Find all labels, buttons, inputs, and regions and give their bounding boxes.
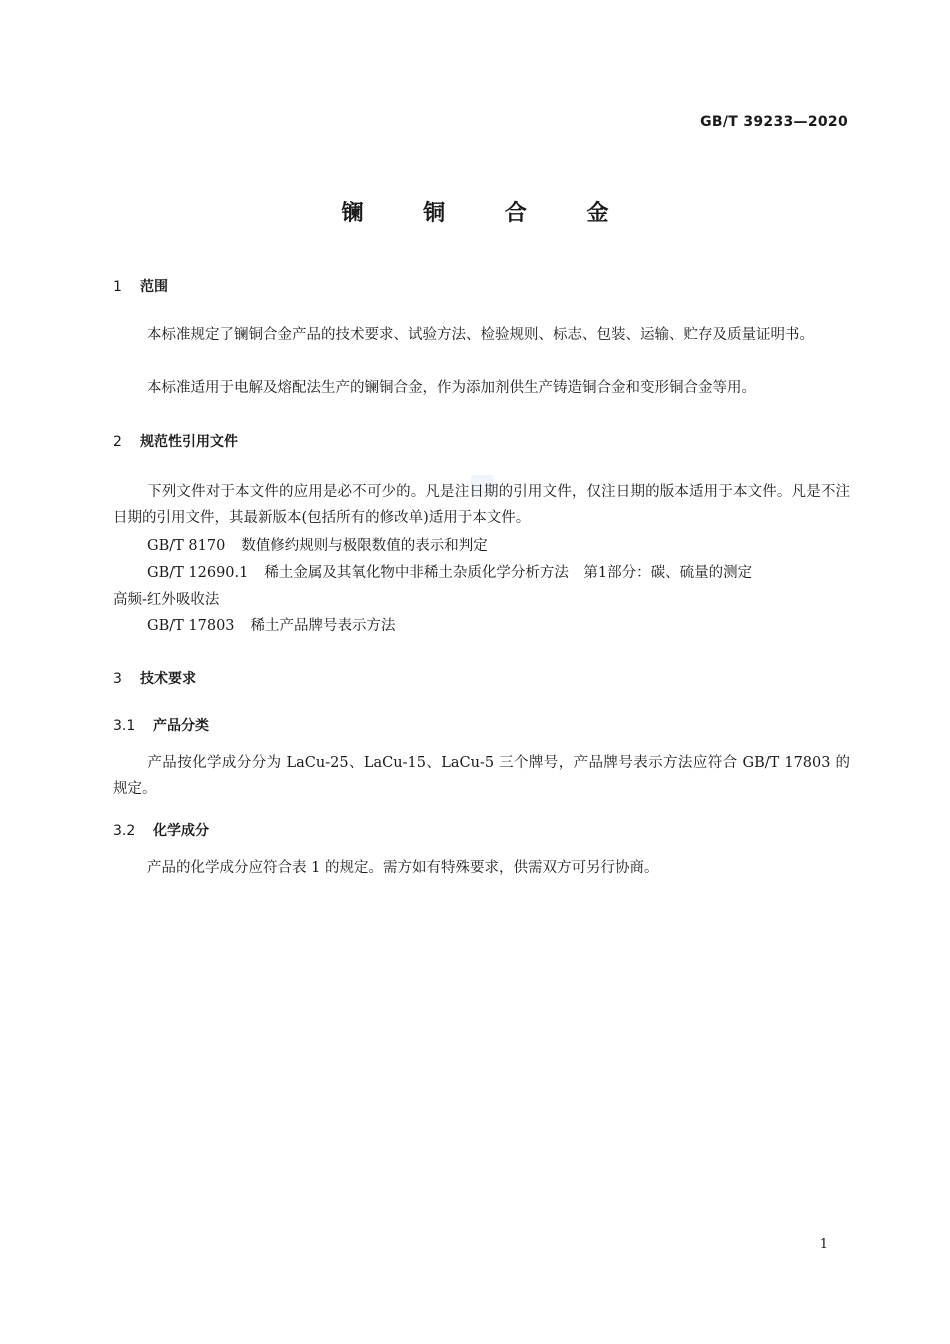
reference-code: GB/T 17803 <box>147 618 235 634</box>
section-title: 技术要求 <box>140 671 196 687</box>
section-1-paragraph-2 <box>113 375 850 401</box>
paragraph-text: 本标准适用于电解及熔配法生产的镧铜合金，作为添加剂供生产铸造铜合金和变形铜合金等用。 <box>147 380 756 396</box>
reference-title-continuation: 高频-红外吸收法 <box>113 592 220 608</box>
section-title: 产品分类 <box>153 718 209 734</box>
reference-title: 数值修约规则与极限数值的表示和判定 <box>241 538 488 554</box>
standard-code: GB/T 39233—2020 <box>700 114 848 130</box>
section-number: 3 <box>113 671 122 687</box>
reference-item <box>147 614 396 635</box>
reference-code: GB/T 12690.1 <box>147 565 249 581</box>
section-number: 2 <box>113 434 122 450</box>
paragraph-text: 下列文件对于本文件的应用是必不可少的。凡是注日期的引用文件，仅注日期的版本适用于本文件。凡是不注日期的引用文件，其最新版本(包括所有的修改单)适用于本文件。 <box>113 484 850 526</box>
section-number: 1 <box>113 279 122 295</box>
section-2-intro <box>113 479 850 531</box>
reference-code: GB/T 8170 <box>147 538 226 554</box>
section-title: 范围 <box>140 279 168 295</box>
document-title: 镧 铜 合 金 <box>341 201 635 226</box>
section-title: 规范性引用文件 <box>140 434 238 450</box>
section-3-1-heading <box>113 715 209 735</box>
paragraph-text: 产品的化学成分应符合表 1 的规定。需方如有特殊要求，供需双方可另行协商。 <box>147 860 659 876</box>
reference-item <box>147 534 488 555</box>
section-1-paragraph-1 <box>113 322 850 348</box>
section-2-heading <box>113 431 238 451</box>
reference-item <box>147 561 752 582</box>
section-3-1-paragraph <box>113 750 850 802</box>
section-number: 3.2 <box>113 823 136 839</box>
reference-title: 稀土金属及其氧化物中非稀土杂质化学分析方法 第1部分：碳、硫量的测定 <box>264 565 753 581</box>
section-number: 3.1 <box>113 718 136 734</box>
section-3-heading <box>113 668 196 688</box>
page-number: 1 <box>819 1237 828 1252</box>
paragraph-text: 产品按化学成分分为 LaCu-25、LaCu-15、LaCu-5 三个牌号，产品牌号表示方法应符合 GB/T 17803 的规定。 <box>113 755 850 797</box>
paragraph-text: 本标准规定了镧铜合金产品的技术要求、试验方法、检验规则、标志、包装、运输、贮存及质量证明书。 <box>147 327 814 343</box>
section-title: 化学成分 <box>153 823 209 839</box>
section-3-2-heading <box>113 820 209 840</box>
reference-title: 稀土产品牌号表示方法 <box>250 618 396 634</box>
section-3-2-paragraph <box>113 855 850 881</box>
section-1-heading <box>113 276 168 296</box>
